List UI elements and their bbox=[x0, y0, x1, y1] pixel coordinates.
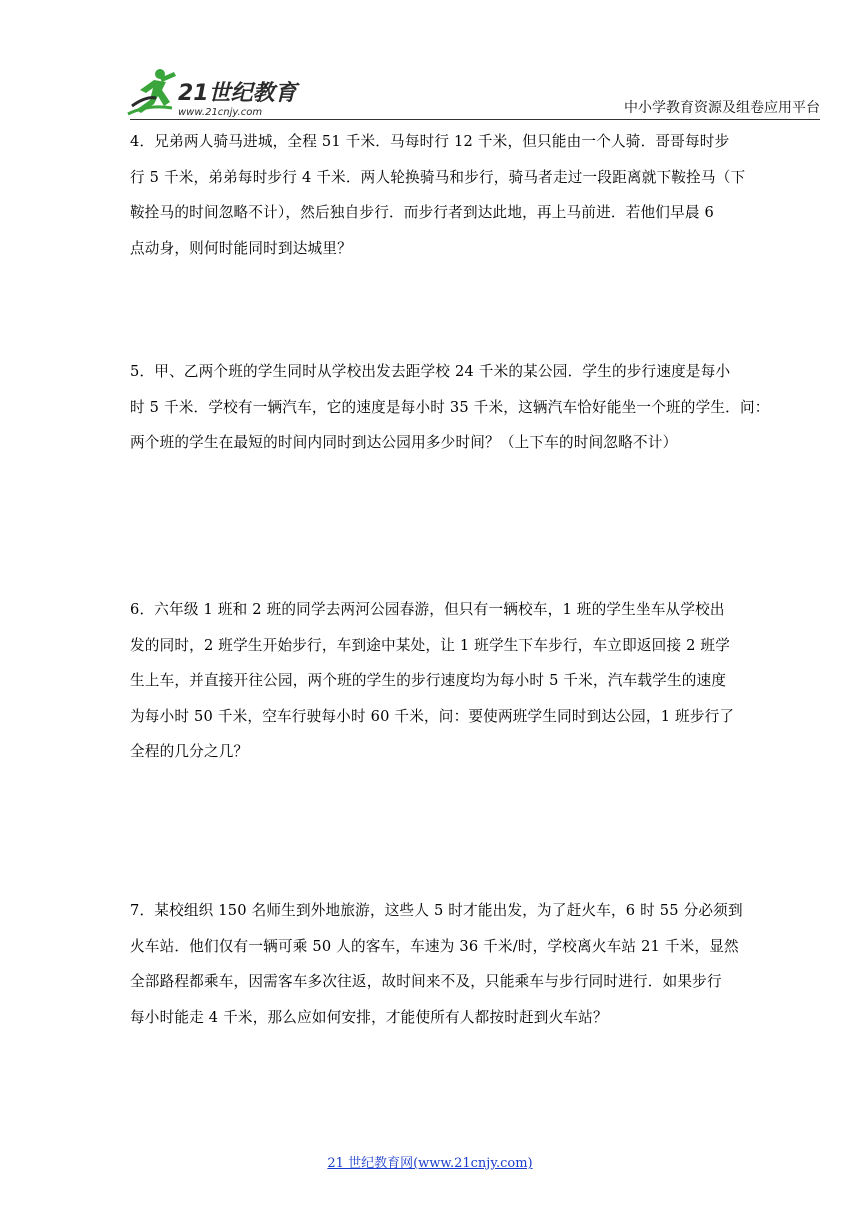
platform-name: 中小学教育资源及组卷应用平台 bbox=[624, 100, 820, 116]
question-line: 4．兄弟两人骑马进城，全程 51 千米．马每时行 12 千米，但只能由一个人骑．哥哥每时步 bbox=[130, 133, 730, 150]
question-line: 为每小时 50 千米，空车行驶每小时 60 千米，问：要使两班学生同时到达公园，1 班步行了 bbox=[130, 707, 735, 725]
question-line: 时 5 千米．学校有一辆汽车，它的速度是每小时 35 千米，这辆汽车恰好能坐一个班的学生．问： bbox=[130, 398, 770, 416]
question-line: 全部路程都乘车，因需客车多次往返，故时间来不及，只能乘车与步行同时进行．如果步行 bbox=[130, 973, 722, 990]
question-line: 每小时能走 4 千米，那么应如何安排，才能使所有人都按时赶到火车站？ bbox=[130, 1008, 608, 1026]
question-line: 生上车，并直接开往公园，两个班的学生的步行速度均为每小时 5 千米，汽车载学生的速度 bbox=[130, 672, 727, 689]
logo bbox=[126, 66, 316, 122]
footer-link[interactable]: 21 世纪教育网(www.21cnjy.com) bbox=[327, 1156, 533, 1171]
question-line: 发的同时，2 班学生开始步行，车到途中某处，让 1 班学生下车步行，车立即返回接 2 班学 bbox=[130, 636, 731, 654]
question-6 bbox=[130, 592, 735, 770]
question-4 bbox=[130, 124, 746, 266]
question-line: 5．甲、乙两个班的学生同时从学校出发去距学校 24 千米的某公园．学生的步行速度是每小 bbox=[130, 363, 731, 380]
question-line: 行 5 千米，弟弟每时步行 4 千米．两人轮换骑马和步行，骑马者走过一段距离就下鞍拴马（下 bbox=[130, 168, 746, 186]
question-line: 全程的几分之几？ bbox=[130, 743, 249, 760]
logo-text: 21世纪教育 bbox=[178, 81, 297, 106]
question-5 bbox=[130, 354, 770, 461]
question-line: 火车站．他们仅有一辆可乘 50 人的客车，车速为 36 千米/时，学校离火车站 21 千米，显然 bbox=[130, 937, 739, 955]
question-line: 两个班的学生在最短的时间内同时到达公园用多少时间？（上下车的时间忽略不计） bbox=[130, 434, 678, 451]
question-7 bbox=[130, 893, 743, 1035]
logo-url: www.21cnjy.com bbox=[178, 107, 263, 118]
question-line: 7．某校组织 150 名师生到外地旅游，这些人 5 时才能出发，为了赶火车，6 时 55 分必须到 bbox=[130, 902, 743, 919]
question-line: 点动身，则何时能同时到达城里？ bbox=[130, 239, 352, 257]
runner-icon bbox=[128, 69, 176, 114]
page-header bbox=[0, 0, 860, 125]
question-line: 鞍拴马的时间忽略不计），然后独自步行．而步行者到达此地，再上马前进．若他们早晨 6 bbox=[130, 204, 714, 221]
question-line: 6．六年级 1 班和 2 班的同学去两河公园春游，但只有一辆校车，1 班的学生坐车从学校出 bbox=[130, 601, 725, 618]
header-divider bbox=[130, 119, 820, 120]
